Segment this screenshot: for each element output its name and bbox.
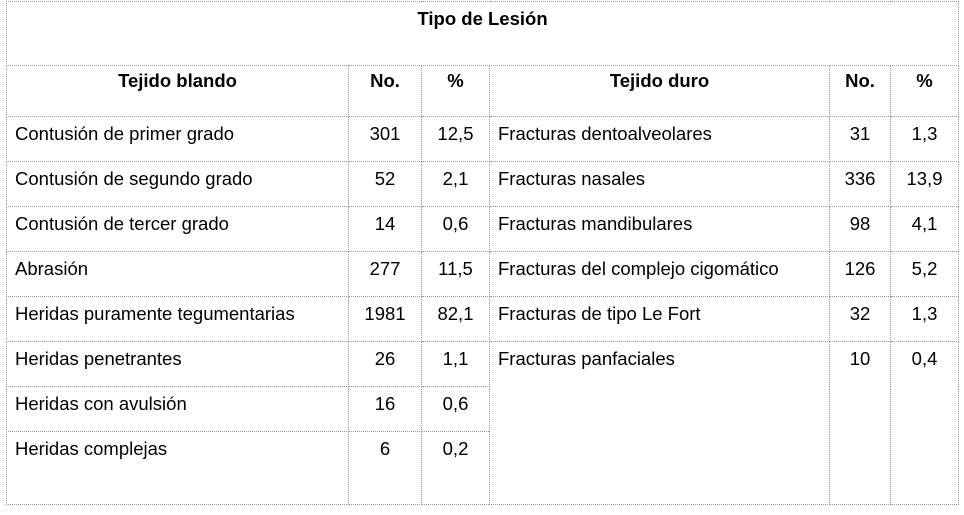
header-row: [7, 66, 959, 117]
hard-pct: 1,3: [891, 297, 959, 342]
soft-label: Heridas penetrantes: [7, 342, 349, 387]
hard-label: Fracturas dentoalveolares: [490, 117, 830, 162]
lesion-table: [6, 1, 959, 505]
hard-label: Fracturas de tipo Le Fort: [490, 297, 830, 342]
hard-label: Fracturas panfaciales: [490, 342, 830, 505]
soft-no: 1981: [349, 297, 422, 342]
soft-no: 16: [349, 387, 422, 432]
header-hard-pct: %: [891, 66, 959, 117]
hard-pct: 13,9: [891, 162, 959, 207]
soft-pct: 0,6: [422, 207, 490, 252]
header-soft-tissue: Tejido blando: [7, 66, 349, 117]
table-row: [7, 117, 959, 162]
soft-pct: 11,5: [422, 252, 490, 297]
hard-no: 98: [830, 207, 891, 252]
table-row: [7, 207, 959, 252]
soft-label: Abrasión: [7, 252, 349, 297]
soft-pct: 2,1: [422, 162, 490, 207]
header-hard-tissue: Tejido duro: [490, 66, 830, 117]
table-row: [7, 162, 959, 207]
hard-label: Fracturas mandibulares: [490, 207, 830, 252]
hard-no: 31: [830, 117, 891, 162]
table-row: [7, 342, 959, 387]
soft-label: Heridas con avulsión: [7, 387, 349, 432]
table-title: Tipo de Lesión: [7, 2, 959, 66]
header-soft-no: No.: [349, 66, 422, 117]
hard-pct: 4,1: [891, 207, 959, 252]
soft-label: Heridas complejas: [7, 432, 349, 505]
soft-pct: 12,5: [422, 117, 490, 162]
soft-pct: 0,6: [422, 387, 490, 432]
hard-pct: 5,2: [891, 252, 959, 297]
header-hard-no: No.: [830, 66, 891, 117]
header-soft-pct: %: [422, 66, 490, 117]
soft-no: 26: [349, 342, 422, 387]
soft-pct: 82,1: [422, 297, 490, 342]
soft-no: 277: [349, 252, 422, 297]
hard-label: Fracturas del complejo cigomático: [490, 252, 830, 297]
hard-no: 10: [830, 342, 891, 505]
hard-no: 336: [830, 162, 891, 207]
soft-no: 52: [349, 162, 422, 207]
hard-pct: 1,3: [891, 117, 959, 162]
soft-label: Contusión de tercer grado: [7, 207, 349, 252]
table-row: [7, 252, 959, 297]
soft-label: Contusión de primer grado: [7, 117, 349, 162]
soft-no: 14: [349, 207, 422, 252]
hard-no: 32: [830, 297, 891, 342]
soft-pct: 1,1: [422, 342, 490, 387]
soft-label: Heridas puramente tegumentarias: [7, 297, 349, 342]
hard-pct: 0,4: [891, 342, 959, 505]
soft-pct: 0,2: [422, 432, 490, 505]
table-row: [7, 297, 959, 342]
hard-label: Fracturas nasales: [490, 162, 830, 207]
hard-no: 126: [830, 252, 891, 297]
soft-no: 301: [349, 117, 422, 162]
soft-label: Contusión de segundo grado: [7, 162, 349, 207]
soft-no: 6: [349, 432, 422, 505]
